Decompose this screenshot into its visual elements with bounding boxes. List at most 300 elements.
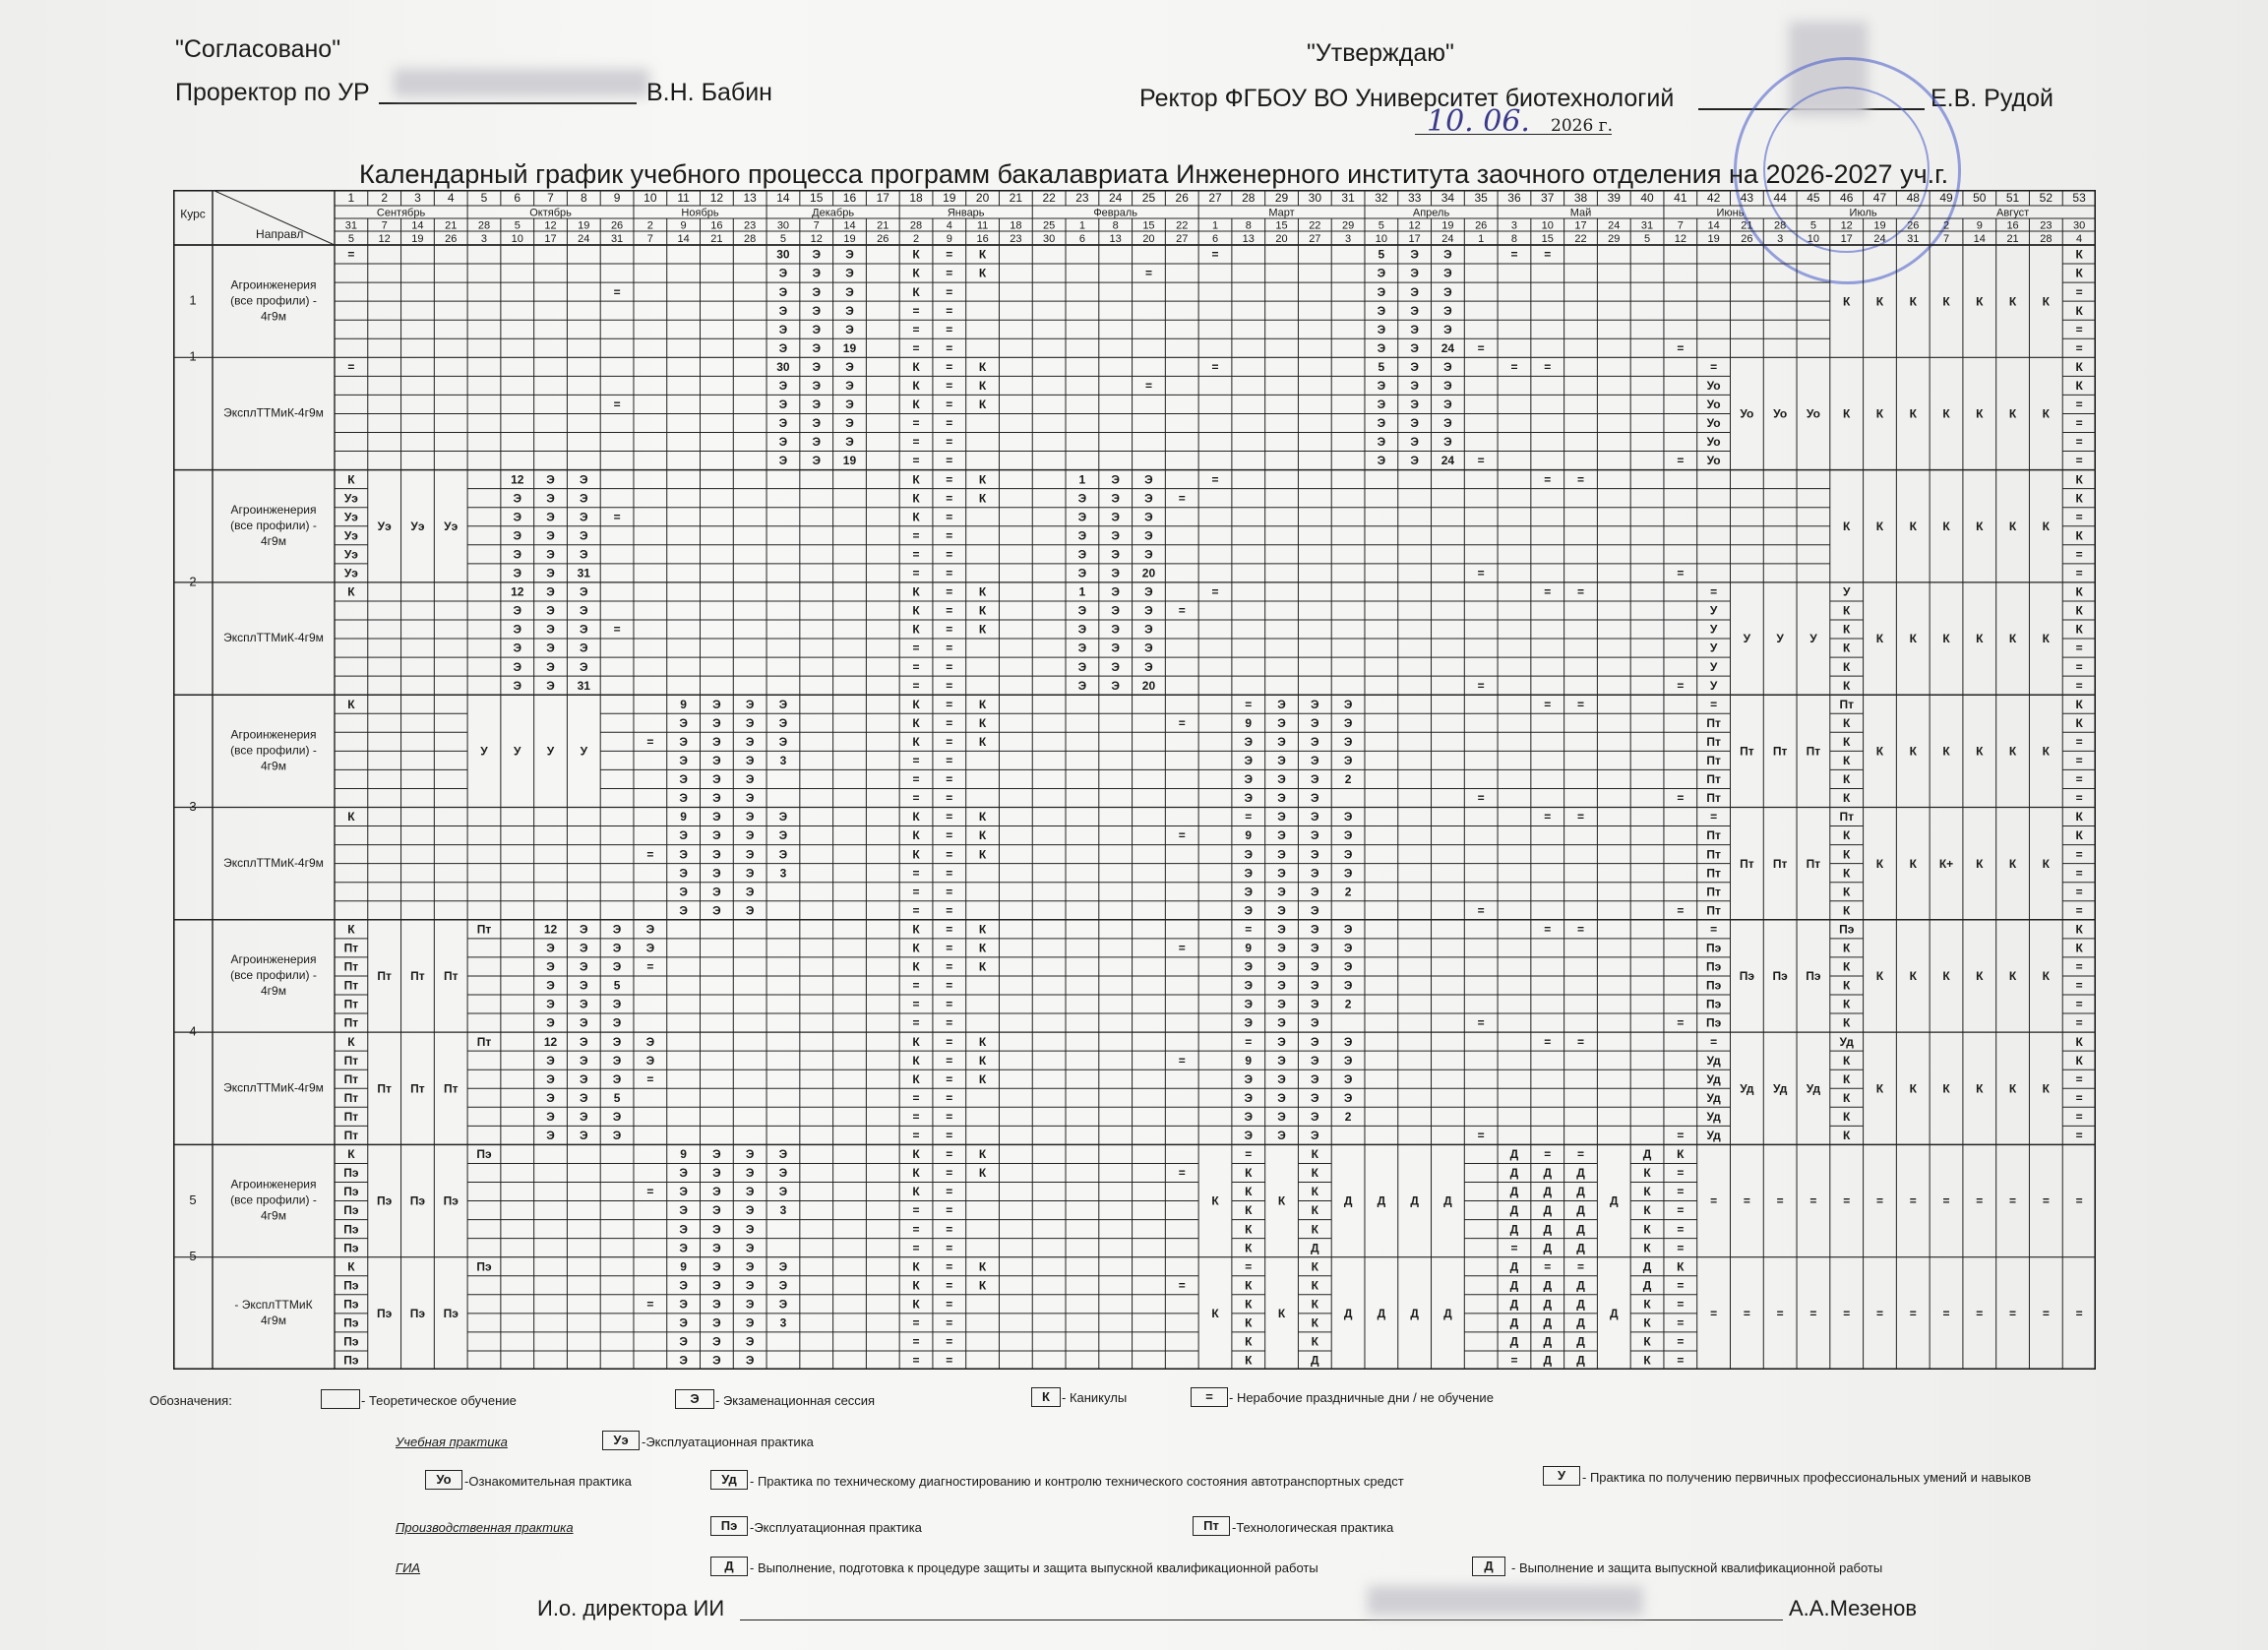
schedule-cell: = <box>912 659 920 674</box>
schedule-cell: Д <box>1576 1278 1585 1293</box>
schedule-cell: Э <box>546 641 555 655</box>
schedule-cell: = <box>1710 1034 1718 1049</box>
schedule-cell: Э <box>1244 734 1254 749</box>
schedule-cell: = <box>2075 547 2083 562</box>
schedule-cell: = <box>946 1259 953 1274</box>
schedule-cell: = <box>946 1222 953 1237</box>
schedule-cell: Пт <box>1706 772 1721 787</box>
schedule-cell: Э <box>1277 697 1286 711</box>
schedule-cell: Э <box>1144 528 1153 543</box>
schedule-cell: = <box>1677 1015 1685 1030</box>
week-number-label: 7 <box>547 191 554 206</box>
merged-schedule-cell: Пт <box>1806 856 1821 871</box>
schedule-cell: Э <box>1343 941 1353 955</box>
week-number-label: 38 <box>1573 191 1588 206</box>
schedule-cell: Э <box>580 1109 588 1124</box>
schedule-cell: = <box>946 340 953 355</box>
week-end-day-label: 12 <box>378 232 391 245</box>
schedule-cell: = <box>1677 1129 1685 1143</box>
week-start-day-label: 23 <box>744 219 757 232</box>
merged-schedule-cell: К <box>2042 969 2051 984</box>
schedule-cell: Э <box>1377 303 1386 318</box>
week-number-label: 41 <box>1674 191 1687 206</box>
schedule-cell: Э <box>1311 1109 1319 1124</box>
schedule-cell: Э <box>645 1053 655 1068</box>
schedule-cell: = <box>912 416 920 431</box>
schedule-cell: 12 <box>543 1034 558 1049</box>
schedule-cell: = <box>1544 810 1552 825</box>
week-start-day-label: 31 <box>344 219 358 232</box>
schedule-cell: Э <box>546 547 555 562</box>
schedule-cell: = <box>347 359 355 374</box>
week-end-day-label: 12 <box>1674 232 1686 245</box>
schedule-cell: К <box>1843 734 1851 749</box>
schedule-cell: Э <box>679 903 688 918</box>
schedule-cell: Э <box>812 266 821 280</box>
schedule-cell: = <box>912 1203 920 1218</box>
month-label: Ноябрь <box>681 207 719 219</box>
schedule-cell: Д <box>1576 1222 1585 1237</box>
schedule-cell: = <box>946 1203 953 1218</box>
schedule-cell: = <box>2075 866 2083 881</box>
schedule-cell: Э <box>1144 547 1153 562</box>
schedule-cell: Э <box>1410 416 1419 431</box>
schedule-cell: = <box>2075 659 2083 674</box>
schedule-cell: Д <box>1576 1185 1585 1199</box>
schedule-cell: Д <box>1311 1353 1319 1368</box>
schedule-cell: Э <box>845 359 854 374</box>
schedule-cell: Э <box>612 1053 622 1068</box>
legend-theory-box <box>321 1389 360 1409</box>
date-line <box>1415 134 1612 135</box>
schedule-cell: = <box>1677 340 1685 355</box>
schedule-cell: = <box>946 528 953 543</box>
schedule-cell: = <box>1245 1147 1253 1162</box>
week-number-label: 43 <box>1740 191 1754 206</box>
schedule-cell: Пт <box>1706 754 1721 768</box>
schedule-cell: Пэ <box>1839 922 1855 937</box>
schedule-cell: Э <box>1377 284 1386 299</box>
schedule-cell: Уд <box>1706 1090 1721 1105</box>
schedule-cell: 3 <box>779 1315 787 1330</box>
merged-schedule-cell: К <box>1976 519 1984 533</box>
schedule-cell: Э <box>1277 903 1286 918</box>
merged-schedule-cell: К <box>2042 519 2051 533</box>
schedule-cell: Э <box>778 697 788 711</box>
merged-schedule-cell: К <box>2042 632 2051 646</box>
schedule-cell: 5 <box>613 1090 621 1105</box>
schedule-cell: 12 <box>511 584 524 599</box>
schedule-cell: Пэ <box>343 1297 359 1312</box>
merged-schedule-cell: = <box>1843 1307 1851 1321</box>
month-label: Май <box>1569 207 1592 219</box>
schedule-cell: = <box>912 528 920 543</box>
schedule-cell: К <box>1843 1129 1851 1143</box>
schedule-cell: = <box>946 1353 953 1368</box>
schedule-cell: Э <box>812 454 821 468</box>
schedule-cell: Э <box>546 1109 555 1124</box>
schedule-cell: Пэ <box>343 1334 359 1349</box>
schedule-cell: Э <box>1311 866 1319 881</box>
schedule-cell: Э <box>1077 603 1087 618</box>
week-end-day-label: 24 <box>1441 232 1454 245</box>
schedule-cell: Д <box>1576 1241 1585 1255</box>
schedule-cell: = <box>2075 397 2083 412</box>
schedule-cell: Э <box>1311 978 1319 993</box>
schedule-cell: Э <box>712 1241 721 1255</box>
schedule-cell: Э <box>580 641 588 655</box>
schedule-cell: К <box>1843 641 1851 655</box>
schedule-cell: = <box>1477 678 1485 693</box>
schedule-cell: Пт <box>1839 810 1854 825</box>
schedule-cell: Э <box>1077 566 1087 581</box>
schedule-cell: Уд <box>1706 1053 1721 1068</box>
schedule-cell: 5 <box>1378 359 1385 374</box>
schedule-cell: Э <box>580 659 588 674</box>
schedule-cell: К <box>1643 1166 1651 1181</box>
schedule-cell: = <box>2075 959 2083 974</box>
napr-label: ЭксплТТМиК-4г9м <box>223 855 324 870</box>
schedule-cell: К <box>978 697 987 711</box>
napr-label: 4г9м <box>261 1208 286 1223</box>
schedule-cell: 24 <box>1440 454 1455 468</box>
schedule-cell: Э <box>745 810 755 825</box>
week-number-label: 12 <box>709 191 724 206</box>
schedule-cell: 19 <box>842 340 857 355</box>
schedule-cell: Э <box>612 941 622 955</box>
schedule-cell: Пт <box>343 1129 359 1143</box>
schedule-cell: Э <box>778 1147 788 1162</box>
week-number-label: 21 <box>1009 191 1023 206</box>
schedule-cell: К <box>978 1071 987 1086</box>
schedule-cell: Э <box>1277 978 1286 993</box>
merged-schedule-cell: = <box>2042 1307 2050 1321</box>
schedule-cell: Э <box>812 359 821 374</box>
legend-exam-box: Э <box>675 1389 714 1409</box>
schedule-cell: = <box>946 1090 953 1105</box>
schedule-cell: К <box>912 1259 920 1274</box>
week-end-day-label: 5 <box>779 232 787 245</box>
week-start-day-label: 7 <box>381 219 388 232</box>
schedule-cell: Э <box>778 715 788 730</box>
week-start-day-label: 8 <box>1112 219 1119 232</box>
week-start-day-label: 4 <box>946 219 952 232</box>
schedule-cell: Э <box>778 1259 788 1274</box>
schedule-cell: Э <box>778 847 788 862</box>
week-start-day-label: 21 <box>445 219 458 232</box>
schedule-cell: Д <box>1543 1185 1553 1199</box>
legend-label: Обозначения: <box>150 1393 232 1408</box>
schedule-cell: Э <box>712 1278 721 1293</box>
schedule-cell: Э <box>612 1129 622 1143</box>
merged-schedule-cell: У <box>1776 632 1784 646</box>
schedule-cell: К <box>1843 978 1851 993</box>
schedule-cell: Э <box>513 491 522 506</box>
schedule-cell: Э <box>1311 828 1319 843</box>
schedule-cell: = <box>2075 678 2083 693</box>
schedule-cell: = <box>2075 566 2083 581</box>
redacted-footer-signature <box>1368 1586 1643 1616</box>
schedule-cell: Пэ <box>1705 1015 1722 1030</box>
week-end-day-label: 31 <box>1907 232 1920 245</box>
schedule-cell: = <box>946 622 953 637</box>
merged-schedule-cell: Д <box>1610 1193 1619 1208</box>
schedule-cell: Пт <box>1706 866 1721 881</box>
kurs-label: 5 <box>189 1249 197 1264</box>
schedule-cell: К <box>1643 1241 1651 1255</box>
week-end-day-label: 1 <box>1478 232 1485 245</box>
schedule-cell: К <box>912 622 920 637</box>
week-start-day-label: 19 <box>1873 219 1886 232</box>
schedule-cell: Э <box>1277 715 1286 730</box>
schedule-cell: 12 <box>543 922 558 937</box>
schedule-cell: К <box>2075 528 2083 543</box>
merged-schedule-cell: К <box>2008 1081 2017 1096</box>
schedule-cell: К <box>1843 885 1851 899</box>
legend-ue-box: Уэ <box>602 1431 640 1450</box>
week-end-day-label: 19 <box>411 232 424 245</box>
week-start-day-label: 16 <box>710 219 723 232</box>
schedule-cell: = <box>946 678 953 693</box>
handwritten-date: 10. 06. <box>1427 104 1530 139</box>
schedule-cell: Э <box>745 828 755 843</box>
merged-schedule-cell: Д <box>1443 1193 1452 1208</box>
schedule-cell: К <box>978 828 987 843</box>
schedule-cell: К <box>1245 1315 1253 1330</box>
week-number-label: 22 <box>1042 191 1056 206</box>
schedule-cell: Пт <box>1839 697 1854 711</box>
month-label: Октябрь <box>529 207 572 219</box>
week-number-label: 44 <box>1773 191 1787 206</box>
schedule-cell: К <box>978 810 987 825</box>
week-number-label: 16 <box>842 191 857 206</box>
schedule-cell: = <box>646 1071 654 1086</box>
schedule-cell: Э <box>546 510 555 524</box>
schedule-cell: Э <box>679 734 688 749</box>
schedule-cell: Э <box>1311 1053 1319 1068</box>
schedule-cell: Э <box>745 1353 755 1368</box>
week-end-day-label: 21 <box>710 232 723 245</box>
schedule-cell: Э <box>712 1185 721 1199</box>
merged-schedule-cell: = <box>2075 1307 2083 1321</box>
schedule-cell: Уо <box>1706 379 1721 394</box>
week-number-label: 33 <box>1407 191 1422 206</box>
legend-pe-box: Пэ <box>710 1516 748 1536</box>
schedule-cell: Уэ <box>343 547 358 562</box>
schedule-cell: К <box>978 584 987 599</box>
schedule-cell: У <box>1709 603 1718 618</box>
merged-schedule-cell: = <box>2009 1307 2017 1321</box>
schedule-cell: К <box>1311 1315 1318 1330</box>
schedule-cell: Э <box>712 810 721 825</box>
schedule-cell: Пэ <box>343 1241 359 1255</box>
schedule-cell: Э <box>580 922 588 937</box>
week-end-day-label: 26 <box>445 232 458 245</box>
week-number-label: 51 <box>2005 191 2020 206</box>
schedule-cell: = <box>946 641 953 655</box>
week-number-label: 9 <box>613 191 621 206</box>
merged-schedule-cell: Д <box>1377 1307 1386 1321</box>
week-end-day-label: 28 <box>744 232 757 245</box>
schedule-cell: = <box>912 1090 920 1105</box>
schedule-cell: К <box>978 1166 987 1181</box>
schedule-cell: = <box>946 903 953 918</box>
schedule-cell: = <box>1577 1147 1585 1162</box>
schedule-cell: К <box>1677 1147 1685 1162</box>
legend-hol: - Нерабочие праздничные дни / не обучение <box>1229 1390 1494 1405</box>
merged-schedule-cell: К <box>2042 856 2051 871</box>
schedule-cell: = <box>1710 922 1718 937</box>
schedule-cell: = <box>2075 847 2083 862</box>
schedule-cell: Э <box>778 322 788 336</box>
merged-schedule-cell: = <box>2075 1193 2083 1208</box>
schedule-cell: Э <box>580 472 588 487</box>
schedule-cell: = <box>1577 922 1585 937</box>
week-start-day-label: 12 <box>544 219 557 232</box>
week-start-day-label: 14 <box>843 219 856 232</box>
week-start-day-label: 7 <box>813 219 820 232</box>
week-start-day-label: 7 <box>1677 219 1684 232</box>
merged-schedule-cell: = <box>1776 1193 1784 1208</box>
schedule-cell: К <box>2075 359 2083 374</box>
week-end-day-label: 12 <box>810 232 823 245</box>
schedule-cell: = <box>1510 247 1518 262</box>
schedule-cell: Уо <box>1706 397 1721 412</box>
schedule-cell: Пэ <box>343 1315 359 1330</box>
schedule-cell: Э <box>812 303 821 318</box>
schedule-cell: = <box>1178 1053 1186 1068</box>
schedule-cell: 30 <box>776 247 790 262</box>
schedule-cell: Э <box>1377 435 1386 450</box>
schedule-cell: К <box>347 922 355 937</box>
merged-schedule-cell: К <box>2008 406 2017 421</box>
week-start-day-label: 19 <box>1441 219 1454 232</box>
schedule-cell: Э <box>745 1259 755 1274</box>
month-label: Декабрь <box>812 207 855 219</box>
schedule-cell: = <box>2075 416 2083 431</box>
kurs-label: 2 <box>189 574 197 589</box>
schedule-cell: Пт <box>1706 903 1721 918</box>
schedule-cell: = <box>946 959 953 974</box>
schedule-cell: = <box>946 322 953 336</box>
schedule-cell: 19 <box>842 454 857 468</box>
schedule-cell: 31 <box>577 566 590 581</box>
schedule-cell: Э <box>679 1278 688 1293</box>
week-number-label: 45 <box>1807 191 1820 206</box>
merged-schedule-cell: = <box>1809 1193 1817 1208</box>
schedule-cell: К <box>978 941 987 955</box>
schedule-cell: К <box>1843 603 1851 618</box>
schedule-cell: = <box>912 322 920 336</box>
schedule-cell: Э <box>546 1015 555 1030</box>
schedule-cell: К <box>912 472 920 487</box>
schedule-cell: 3 <box>779 1203 787 1218</box>
week-number-label: 13 <box>743 191 757 206</box>
schedule-cell: = <box>1477 1129 1485 1143</box>
schedule-cell: 2 <box>1344 1109 1352 1124</box>
week-number-label: 24 <box>1108 191 1123 206</box>
schedule-cell: = <box>946 379 953 394</box>
napr-header-label: Направл <box>256 227 304 242</box>
schedule-cell: = <box>1245 1259 1253 1274</box>
schedule-cell: = <box>946 1129 953 1143</box>
schedule-cell: Пт <box>343 959 359 974</box>
schedule-cell: Д <box>1509 1259 1519 1274</box>
schedule-cell: Э <box>1144 491 1153 506</box>
schedule-cell: Э <box>1111 622 1120 637</box>
approve-name: Е.В. Рудой <box>1931 85 2053 112</box>
schedule-cell: К <box>912 603 920 618</box>
schedule-cell: Пт <box>1706 847 1721 862</box>
week-end-day-label: 7 <box>646 232 653 245</box>
schedule-cell: Пэ <box>343 1353 359 1368</box>
schedule-cell: Э <box>778 1297 788 1312</box>
schedule-cell: Э <box>513 566 522 581</box>
schedule-cell: = <box>1544 1147 1552 1162</box>
merged-schedule-cell: К <box>1875 969 1884 984</box>
schedule-cell: Э <box>580 1071 588 1086</box>
schedule-cell: К <box>978 1034 987 1049</box>
schedule-cell: = <box>912 1241 920 1255</box>
schedule-cell: = <box>2075 1071 2083 1086</box>
merged-schedule-cell: К <box>1976 1081 1984 1096</box>
schedule-cell: = <box>946 1071 953 1086</box>
schedule-cell: Э <box>745 772 755 787</box>
schedule-cell: Э <box>580 547 588 562</box>
schedule-cell: = <box>2075 1129 2083 1143</box>
schedule-cell: Э <box>546 959 555 974</box>
week-start-day-label: 15 <box>1142 219 1155 232</box>
schedule-cell: Э <box>679 1315 688 1330</box>
schedule-cell: Э <box>845 416 854 431</box>
schedule-cell: Э <box>712 1353 721 1368</box>
schedule-cell: К <box>2075 379 2083 394</box>
schedule-cell: Э <box>778 416 788 431</box>
schedule-cell: Уэ <box>343 566 358 581</box>
schedule-cell: Э <box>778 379 788 394</box>
schedule-cell: У <box>1842 584 1851 599</box>
schedule-cell: К <box>1643 1353 1651 1368</box>
schedule-cell: = <box>946 1315 953 1330</box>
schedule-cell: Э <box>679 1353 688 1368</box>
schedule-cell: 3 <box>779 866 787 881</box>
schedule-cell: = <box>1178 828 1186 843</box>
schedule-cell: = <box>912 454 920 468</box>
week-start-day-label: 22 <box>1309 219 1321 232</box>
schedule-cell: Э <box>712 1147 721 1162</box>
merged-schedule-cell: К <box>2008 294 2017 309</box>
schedule-cell: = <box>613 397 621 412</box>
schedule-cell: Э <box>778 1185 788 1199</box>
schedule-cell: К <box>2075 622 2083 637</box>
week-number-label: 34 <box>1440 191 1455 206</box>
merged-schedule-cell: Пт <box>1772 744 1788 759</box>
schedule-cell: К <box>1843 622 1851 637</box>
merged-schedule-cell: Пэ <box>1739 969 1755 984</box>
schedule-cell: Э <box>1443 266 1452 280</box>
schedule-cell: К <box>1643 1315 1651 1330</box>
schedule-cell: Э <box>1077 510 1087 524</box>
week-start-day-label: 23 <box>2040 219 2053 232</box>
schedule-cell: 30 <box>776 359 790 374</box>
schedule-cell: Э <box>580 510 588 524</box>
schedule-cell: = <box>946 734 953 749</box>
schedule-cell: Э <box>1410 322 1419 336</box>
schedule-cell: Э <box>1277 959 1286 974</box>
schedule-cell: Э <box>712 697 721 711</box>
schedule-cell: = <box>912 1315 920 1330</box>
week-start-day-label: 14 <box>1707 219 1720 232</box>
